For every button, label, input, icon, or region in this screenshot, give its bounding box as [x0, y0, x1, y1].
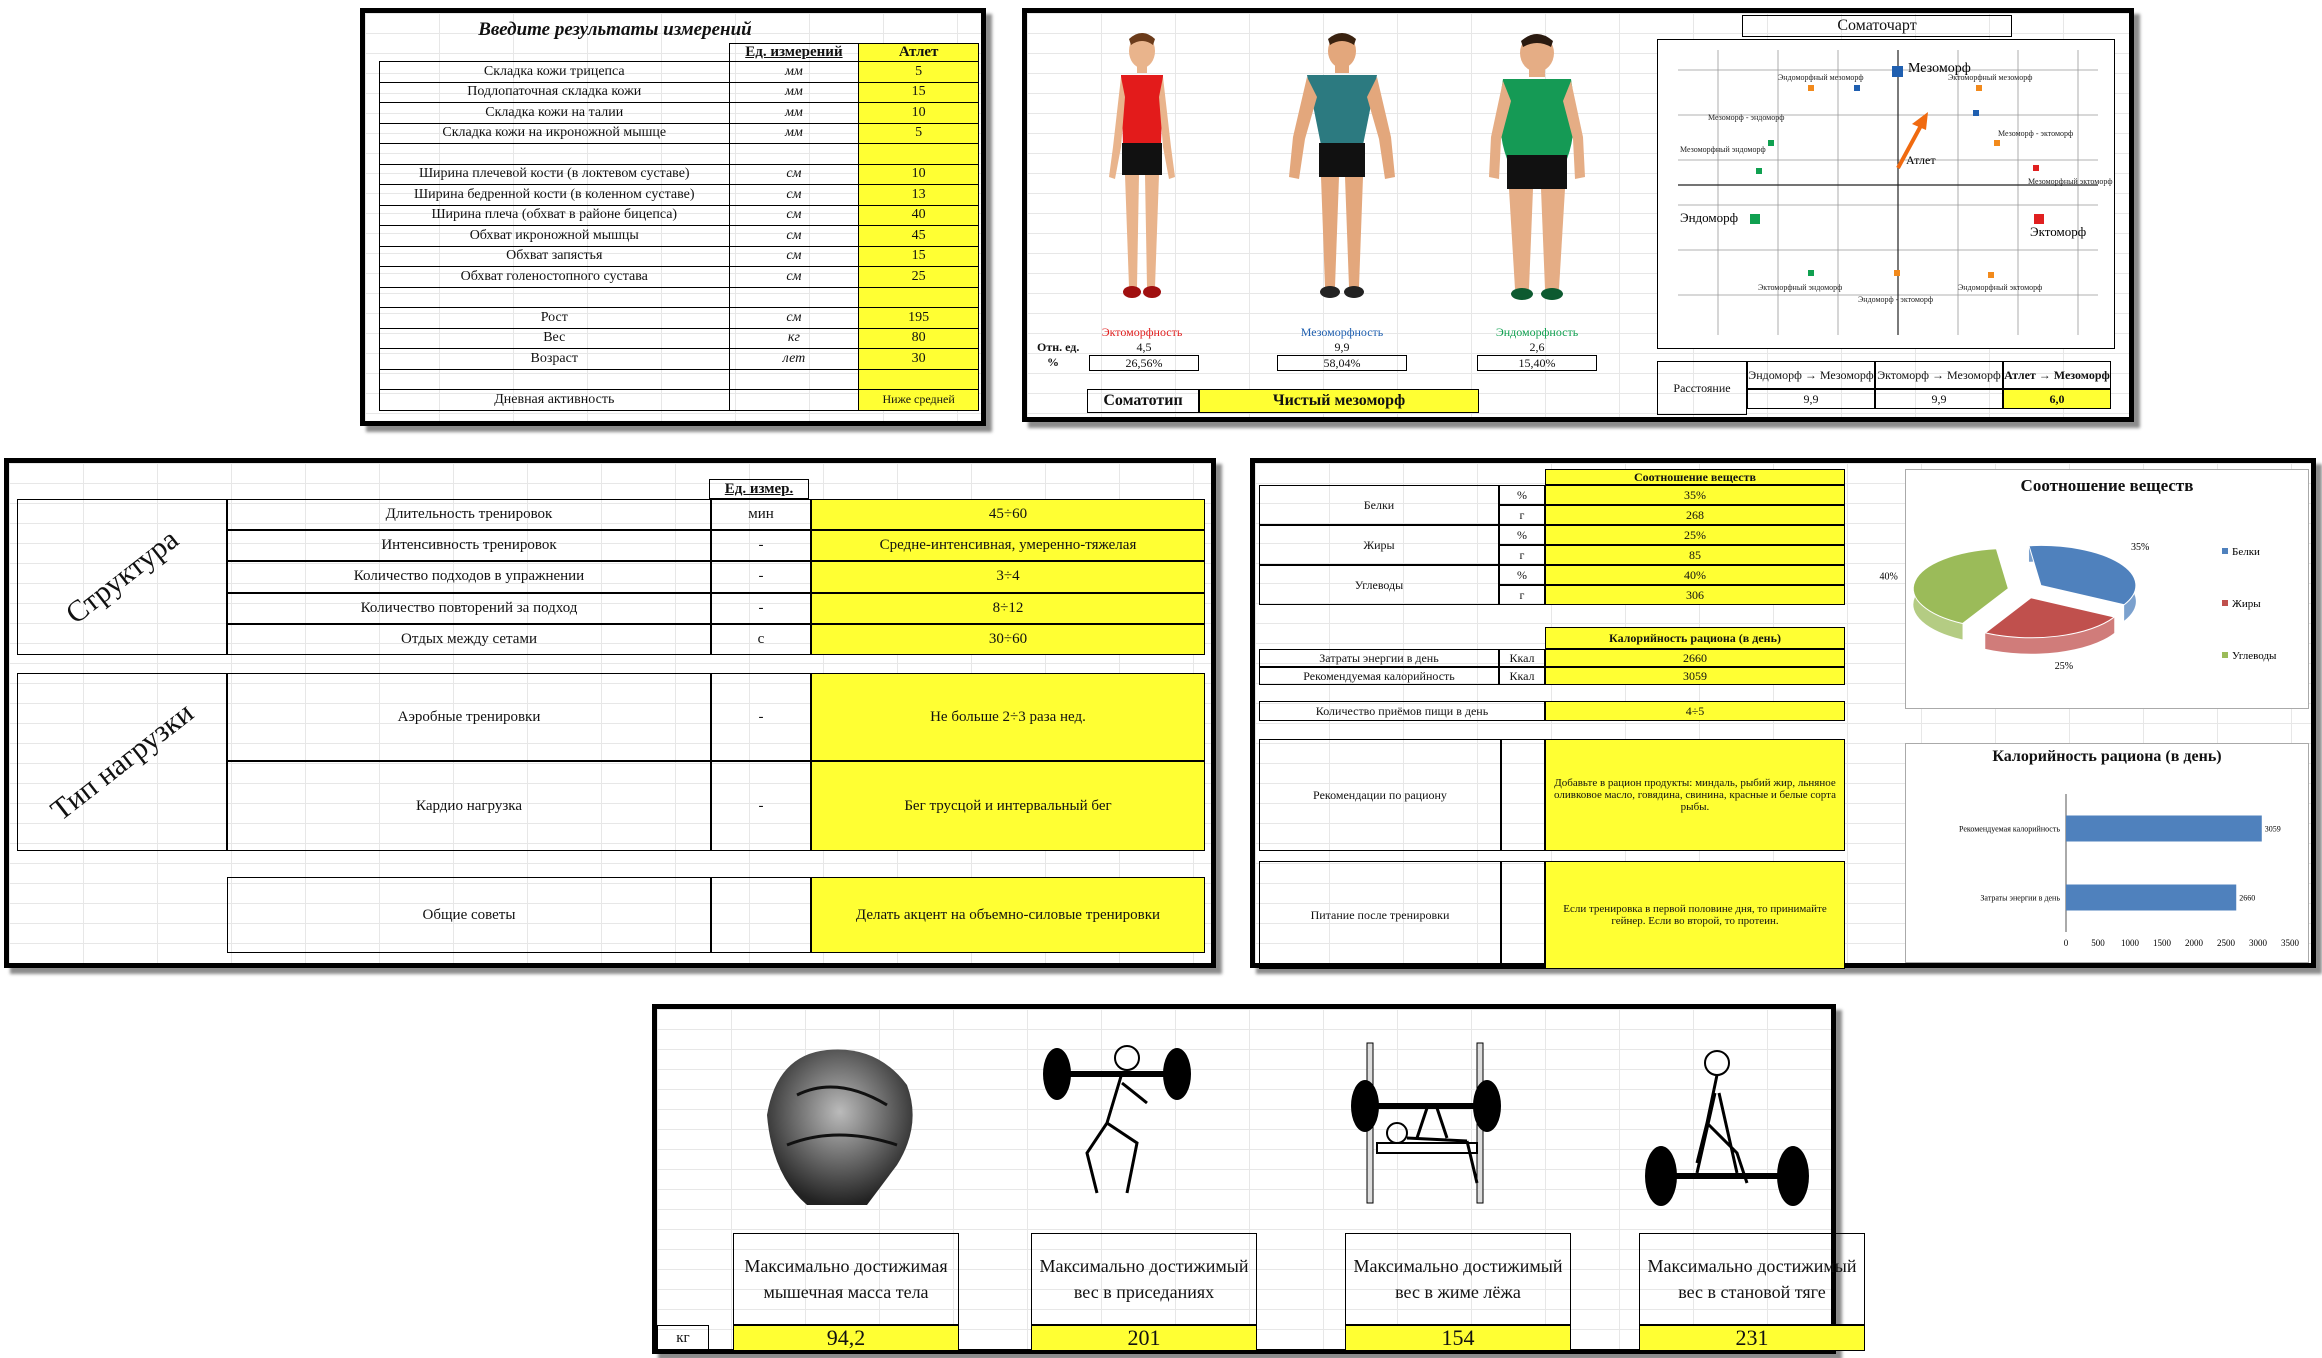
measurement-unit: см [729, 205, 859, 226]
structure-row-unit: - [711, 530, 811, 561]
type-name-ecto: Эктоморфность [1101, 325, 1183, 339]
measurement-label: Обхват икроножной мышцы [380, 226, 730, 247]
nutrient-pct[interactable]: 40% [1545, 565, 1845, 585]
bar-chart [1906, 744, 2310, 964]
structure-label: Структура [59, 522, 185, 631]
measurement-label: Дневная активность [380, 390, 730, 411]
measurement-row [380, 349, 979, 370]
region-label: Эктоморфный эндоморф [1758, 283, 1843, 292]
measurement-unit [729, 369, 859, 390]
nutrient-label: Белки [1259, 485, 1499, 525]
structure-row-label: Количество подходов в упражнении [227, 561, 711, 592]
nutrient-label: Жиры [1259, 525, 1499, 565]
measurement-value[interactable] [859, 144, 979, 165]
somatotype-value: Чистый мезоморф [1199, 389, 1479, 413]
bench-press-icon [1337, 1033, 1517, 1213]
measurement-label: Обхват запястья [380, 246, 730, 267]
calorie-header: Калорийность рациона (в день) [1545, 627, 1845, 649]
pie-legend-swatch [2222, 548, 2228, 554]
nutrient-pct[interactable]: 35% [1545, 485, 1845, 505]
endo-value: 2,6 [1529, 340, 1545, 354]
pie-legend-swatch [2222, 652, 2228, 658]
advice-label: Общие советы [227, 877, 711, 953]
pie-legend-swatch [2222, 600, 2228, 606]
strength-value: 94,2 [733, 1325, 959, 1351]
ecto-value: 4,5 [1136, 340, 1152, 354]
units-row-label: Отн. ед. [1037, 340, 1080, 354]
measurement-unit [729, 287, 859, 308]
distance-header-3: Атлет → Мезоморф [2003, 361, 2111, 389]
measurement-label: Складка кожи трицепса [380, 62, 730, 83]
deadlift-icon [1637, 1033, 1817, 1223]
region-label: Мезоморф - эктоморф [1998, 129, 2074, 138]
measurement-value[interactable] [859, 287, 979, 308]
ectomorph-figure [1087, 27, 1197, 317]
nutrient-grams[interactable]: 306 [1545, 585, 1845, 605]
recommended-unit: Ккал [1499, 667, 1545, 685]
measurement-row [380, 246, 979, 267]
measurement-row [380, 62, 979, 83]
measurement-value[interactable]: 5 [859, 123, 979, 144]
strength-panel [652, 1004, 1857, 1354]
measurement-label: Вес [380, 328, 730, 349]
measurement-label: Складка кожи на икроножной мышце [380, 123, 730, 144]
recommended-value: 3059 [1545, 667, 1845, 685]
diet-label: Рекомендации по рациону [1259, 739, 1501, 851]
measurement-label: Рост [380, 308, 730, 329]
structure-row-unit: - [711, 561, 811, 592]
measurement-value[interactable]: Ниже средней [859, 390, 979, 411]
bar-x-tick: 2000 [2185, 938, 2203, 948]
pie-chart [1879, 470, 2310, 710]
aerobic-unit: - [711, 673, 811, 761]
measurement-unit: см [729, 308, 859, 329]
type-name-endo: Эндоморфность [1495, 325, 1579, 339]
bar-x-tick: 3000 [2249, 938, 2267, 948]
pie-data-label: 40% [1879, 571, 1898, 583]
meso-value: 9,9 [1334, 340, 1350, 354]
structure-row-value[interactable]: 3÷4 [811, 561, 1205, 592]
energy-value: 2660 [1545, 649, 1845, 667]
measurement-row [380, 267, 979, 288]
measurement-label [380, 287, 730, 308]
bar [2066, 885, 2236, 911]
bar-x-tick: 3500 [2281, 938, 2299, 948]
measurement-label: Обхват голеностопного сустава [380, 267, 730, 288]
measurement-value[interactable]: 30 [859, 349, 979, 370]
measurement-row [380, 287, 979, 308]
advice-value: Делать акцент на объемно-силовые тренировки [811, 877, 1205, 953]
measurement-value[interactable]: 13 [859, 185, 979, 206]
measurement-row [380, 82, 979, 103]
pie-data-label: 35% [2130, 542, 2150, 554]
distance-value-1: 9,9 [1747, 389, 1875, 409]
nutrient-pct-unit: % [1499, 565, 1545, 585]
strength-label: Максимально достижимый вес в становой тяге [1639, 1233, 1865, 1325]
nutrient-g-unit: г [1499, 585, 1545, 605]
structure-row-value[interactable]: 45÷60 [811, 499, 1205, 530]
structure-row-unit: с [711, 624, 811, 655]
measurement-unit [729, 390, 859, 411]
distance-header-1: Эндоморф → Мезоморф [1747, 361, 1875, 389]
pie-data-label: 25% [2054, 660, 2074, 672]
load-label: Тип нагрузки [44, 695, 200, 828]
nutrient-g-unit: г [1499, 545, 1545, 565]
measurement-label: Ширина плечевой кости (в локтевом суставе) [380, 164, 730, 185]
measurement-value[interactable]: 10 [859, 164, 979, 185]
distance-value-2: 9,9 [1875, 389, 2003, 409]
measurement-label [380, 369, 730, 390]
measurements-table [379, 43, 979, 411]
post-spacer [1501, 861, 1545, 969]
percent-row-label: % [1047, 355, 1059, 369]
meals-value: 4÷5 [1545, 701, 1845, 721]
axis-label-left: Эндоморф [1680, 210, 1739, 225]
measurement-unit: мм [729, 123, 859, 144]
nutrient-g-unit: г [1499, 505, 1545, 525]
muscle-photo-icon [747, 1035, 927, 1205]
axis-label-right: Эктоморф [2030, 224, 2087, 239]
measurement-label: Возраст [380, 349, 730, 370]
structure-row-label: Отдых между сетами [227, 624, 711, 655]
nutrient-label: Углеводы [1259, 565, 1499, 605]
ratio-header: Соотношение веществ [1545, 469, 1845, 485]
diet-value: Добавьте в рацион продукты: миндаль, рыбий жир, льняное оливковое масло, говядина, свинина, красные и белые сорта рыбы. [1545, 739, 1845, 851]
measurement-value[interactable]: 45 [859, 226, 979, 247]
measurement-row [380, 123, 979, 144]
strength-value: 231 [1639, 1325, 1865, 1351]
pie-legend-label: Белки [2232, 546, 2260, 558]
measurement-label: Ширина плеча (обхват в районе бицепса) [380, 205, 730, 226]
ecto-percent: 26,56% [1089, 355, 1199, 371]
structure-row-unit: мин [711, 499, 811, 530]
structure-row-value[interactable]: Средне-интенсивная, умеренно-тяжелая [811, 530, 1205, 561]
measurement-unit: кг [729, 328, 859, 349]
measurement-unit: мм [729, 103, 859, 124]
measurement-row [380, 205, 979, 226]
athlete-label: Атлет [1906, 153, 1936, 167]
post-label: Питание после тренировки [1259, 861, 1501, 969]
cardio-label: Кардио нагрузка [227, 761, 711, 851]
axis-label-top: Мезоморф [1908, 61, 1971, 76]
measurement-row [380, 144, 979, 165]
load-group [17, 673, 227, 851]
measurement-unit: см [729, 226, 859, 247]
recommended-label: Рекомендуемая калорийность [1259, 667, 1499, 685]
cardio-unit: - [711, 761, 811, 851]
type-name-meso: Мезоморфность [1300, 325, 1384, 339]
somatochart-title: Соматочарт [1742, 15, 2012, 37]
structure-row-label: Интенсивность тренировок [227, 530, 711, 561]
nutrient-pct-unit: % [1499, 525, 1545, 545]
bar-x-tick: 500 [2091, 938, 2105, 948]
strength-unit: кг [657, 1325, 709, 1351]
bar-value-label: 2660 [2239, 893, 2256, 903]
measurement-row [380, 185, 979, 206]
squat-icon [1027, 1033, 1207, 1213]
measurement-label [380, 144, 730, 165]
bar [2066, 816, 2262, 842]
pie-legend-label: Углеводы [2232, 650, 2277, 662]
bar-x-tick: 2500 [2217, 938, 2235, 948]
structure-row-value[interactable]: 30÷60 [811, 624, 1205, 655]
nutrient-grams[interactable]: 268 [1545, 505, 1845, 525]
meals-label: Количество приёмов пищи в день [1259, 701, 1545, 721]
bar-x-tick: 0 [2063, 938, 2069, 948]
pie-chart-frame [1879, 469, 2309, 709]
pie-chart-title: Соотношение веществ [2020, 476, 2194, 495]
endomorph-figure [1467, 27, 1607, 317]
aerobic-label: Аэробные тренировки [227, 673, 711, 761]
measurement-value[interactable]: 15 [859, 246, 979, 267]
bar-value-label: 3059 [2264, 824, 2281, 834]
bar-chart-title: Калорийность рациона (в день) [1992, 748, 2222, 765]
somatotype-panel [1022, 8, 2134, 422]
measurement-unit: см [729, 185, 859, 206]
meso-percent: 58,04% [1277, 355, 1407, 371]
region-label: Эндоморфный мезоморф [1778, 73, 1864, 82]
measurement-unit: лет [729, 349, 859, 370]
bar-x-tick: 1500 [2153, 938, 2171, 948]
unit-header: Ед. измерений [729, 44, 859, 62]
distance-header-2: Эктоморф → Мезоморф [1875, 361, 2003, 389]
mesomorph-figure [1277, 27, 1407, 317]
measurement-value[interactable]: 195 [859, 308, 979, 329]
measurement-unit: см [729, 246, 859, 267]
bar-chart-frame [1905, 743, 2309, 963]
measurement-row [380, 103, 979, 124]
advice-unit [711, 877, 811, 953]
region-label: Эктоморфный мезоморф [1948, 73, 2033, 82]
endo-percent: 15,40% [1477, 355, 1597, 371]
measurement-label: Подлопаточная складка кожи [380, 82, 730, 103]
measurement-value[interactable]: 5 [859, 62, 979, 83]
training-panel [4, 458, 1216, 968]
measurements-panel [360, 8, 986, 426]
cardio-value: Бег трусцой и интервальный бег [811, 761, 1205, 851]
region-label: Мезоморф - эндоморф [1708, 113, 1785, 122]
measurement-label: Ширина бедренной кости (в коленном суставе) [380, 185, 730, 206]
measurement-unit: мм [729, 82, 859, 103]
measurement-row [380, 369, 979, 390]
strength-label: Максимально достижимый вес в жиме лёжа [1345, 1233, 1571, 1325]
measurement-unit: мм [729, 62, 859, 83]
measurement-row [380, 226, 979, 247]
region-label: Мезоморфный эктоморф [2028, 177, 2113, 186]
structure-row-label: Количество повторений за подход [227, 593, 711, 624]
region-label: Эндоморф - эктоморф [1858, 295, 1934, 304]
measurement-unit [729, 144, 859, 165]
athlete-header: Атлет [859, 44, 979, 62]
somatochart-frame [1657, 39, 2115, 349]
bar-category-label: Рекомендуемая калорийность [1959, 824, 2060, 834]
structure-row-label: Длительность тренировок [227, 499, 711, 530]
measurement-row [380, 390, 979, 411]
structure-group [17, 499, 227, 655]
measurement-value[interactable]: 25 [859, 267, 979, 288]
measurement-value[interactable]: 15 [859, 82, 979, 103]
measurement-label: Складка кожи на талии [380, 103, 730, 124]
bar-category-label: Затраты энергии в день [1980, 893, 2060, 903]
nutrient-pct[interactable]: 25% [1545, 525, 1845, 545]
distance-value-3: 6,0 [2003, 389, 2111, 409]
bar-x-tick: 1000 [2121, 938, 2139, 948]
somatochart [1658, 40, 2114, 348]
post-value: Если тренировка в первой половине дня, то принимайте гейнер. Если во второй, то протеин. [1545, 861, 1845, 969]
distance-label: Расстояние [1657, 361, 1747, 415]
energy-label: Затраты энергии в день [1259, 649, 1499, 667]
aerobic-value: Не больше 2÷3 раза нед. [811, 673, 1205, 761]
structure-row-unit: - [711, 593, 811, 624]
somatotype-label: Соматотип [1087, 389, 1199, 413]
measurement-value[interactable]: 40 [859, 205, 979, 226]
measurement-row [380, 308, 979, 329]
structure-row-value[interactable]: 8÷12 [811, 593, 1205, 624]
nutrition-panel [1250, 458, 2316, 968]
strength-value: 154 [1345, 1325, 1571, 1351]
measurement-value[interactable]: 10 [859, 103, 979, 124]
measurements-title: Введите результаты измерений [478, 19, 752, 40]
nutrient-grams[interactable]: 85 [1545, 545, 1845, 565]
measurement-row [380, 164, 979, 185]
measurement-unit: см [729, 267, 859, 288]
measurement-value[interactable]: 80 [859, 328, 979, 349]
measurement-row [380, 328, 979, 349]
strength-value: 201 [1031, 1325, 1257, 1351]
measurement-unit: см [729, 164, 859, 185]
region-label: Мезоморфный эндоморф [1680, 145, 1766, 154]
strength-label: Максимально достижимый вес в приседаниях [1031, 1233, 1257, 1325]
pie-slice [2029, 545, 2136, 604]
measurement-value[interactable] [859, 369, 979, 390]
pie-legend-label: Жиры [2232, 598, 2261, 610]
nutrient-pct-unit: % [1499, 485, 1545, 505]
strength-label: Максимально достижимая мышечная масса тела [733, 1233, 959, 1325]
energy-unit: Ккал [1499, 649, 1545, 667]
region-label: Эндоморфный эктоморф [1958, 283, 2043, 292]
diet-spacer [1501, 739, 1545, 851]
training-unit-header: Ед. измер. [709, 479, 809, 499]
